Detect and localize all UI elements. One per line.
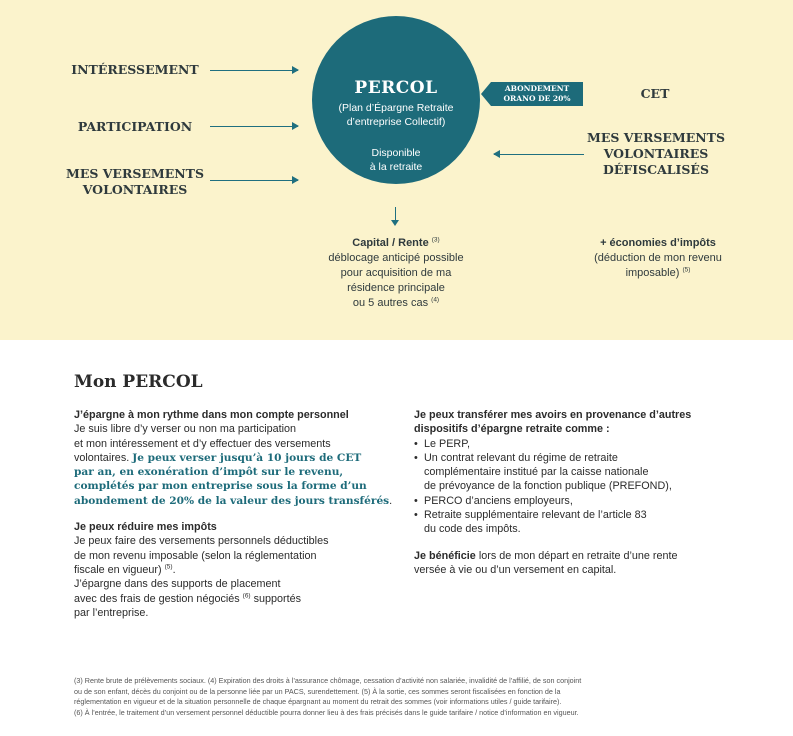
left-p1-highlight: Je peux verser jusqu’à 10 jours de CET par an, en exonération d’impôt sur le revenu, complétés par mon entreprise sous la forme d’un abondement de 20% de la valeur des jours transférés [74, 451, 390, 507]
right-column [414, 408, 734, 577]
tax-savings-block [568, 236, 748, 281]
section-title: Mon PERCOL [74, 372, 203, 392]
label-versements-defiscalises: MES VERSEMENTS VOLONTAIRES DÉFISCALISÉS [586, 130, 726, 177]
percol-title: PERCOL [354, 78, 438, 98]
capital-body: déblocage anticipé possible pour acquisition de ma résidence principale ou 5 autres cas [328, 252, 464, 309]
transfer-list [414, 437, 734, 537]
list-item: • Le PERP, [414, 437, 734, 451]
left-p2-note-a: (5) [164, 563, 173, 571]
label-cet: CET [640, 86, 670, 101]
left-p2-text-a: Je peux faire des versements personnels déductibles de mon revenu imposable (selon la réglementation fiscale en vigueur) [74, 535, 329, 576]
capital-body-note: (4) [431, 296, 440, 304]
capital-heading: Capital / Rente [352, 237, 429, 249]
left-p2-text-c: supportés par l’entreprise. [74, 592, 302, 619]
abondement-tag: ABONDEMENT ORANO DE 20% [491, 82, 583, 106]
label-mes-versements-volontaires: MES VERSEMENTS VOLONTAIRES [65, 166, 205, 197]
label-interessement: INTÉRESSEMENT [71, 62, 199, 77]
percol-circle [312, 16, 480, 184]
percol-subtitle: (Plan d’Épargne Retraite d’entreprise Collectif) [338, 102, 454, 128]
label-participation: PARTICIPATION [77, 119, 193, 134]
footnote-line: ou de son enfant, décès du conjoint ou de la personne liée par un PACS, surendettement. (5) À la sortie, ces sommes seront fiscalisées en fonction de la [74, 686, 561, 696]
right-heading: Je peux transférer mes avoirs en provenance d’autres dispositifs d’épargne retraite comme : [414, 409, 692, 436]
right-benefit-bold: Je bénéficie [414, 549, 476, 562]
footnotes [74, 676, 714, 718]
capital-heading-note: (3) [431, 236, 440, 244]
left-p2-note-b: (6) [242, 591, 251, 599]
arrow-interessement [210, 70, 298, 71]
list-item: • Un contrat relevant du régime de retraite complémentaire institué par la caisse nationale de prévoyance de la fonction publique (PREFOND), [414, 451, 734, 494]
left-column [74, 408, 394, 620]
capital-rente-block [296, 236, 496, 311]
left-p1-end: . [389, 494, 393, 507]
footnote-line: (6) À l’entrée, le traitement d’un versement personnel déductible pourra donner lieu à des frais précisés dans le guide tarifaire / notice d’information en vigueur. [74, 707, 579, 717]
arrow-versements-volontaires [210, 180, 298, 181]
left-p1-heading: J’épargne à mon rythme dans mon compte personnel [74, 409, 349, 421]
arrow-versements-defiscalises [494, 154, 584, 155]
list-item: • PERCO d’anciens employeurs, [414, 494, 734, 508]
arrow-down-capital [395, 207, 396, 224]
arrow-participation [210, 126, 298, 127]
list-item: • Retraite supplémentaire relevant de l’article 83 du code des impôts. [414, 508, 734, 537]
left-p1-text: Je suis libre d’y verser ou non ma participation et mon intéressement et d’y effectuer des versements volontaires. [74, 423, 331, 464]
right-benefit-text: lors de mon départ en retraite d’une rente versée à vie ou d’un versement en capital. [414, 549, 678, 576]
left-p2-text-b: . J’épargne dans des supports de placement avec des frais de gestion négociés [74, 563, 281, 605]
footnote-line: réglementation en vigueur et de la situation personnelle de chaque épargnant au moment du retrait des sommes (voir informations utiles / guide tarifaire). [74, 697, 562, 706]
tax-heading: + économies d’impôts [600, 237, 716, 249]
tax-body: (déduction de mon revenu imposable) [594, 252, 722, 279]
tax-body-note: (5) [682, 266, 691, 274]
percol-availability: Disponible à la retraite [369, 147, 423, 173]
footnote-line: (3) Rente brute de prélèvements sociaux. (4) Expiration des droits à l’assurance chômage, cessation d’activité non salariée, invalidité de l’affilié, de son conjoint [74, 676, 582, 685]
left-p2-heading: Je peux réduire mes impôts [74, 521, 217, 534]
